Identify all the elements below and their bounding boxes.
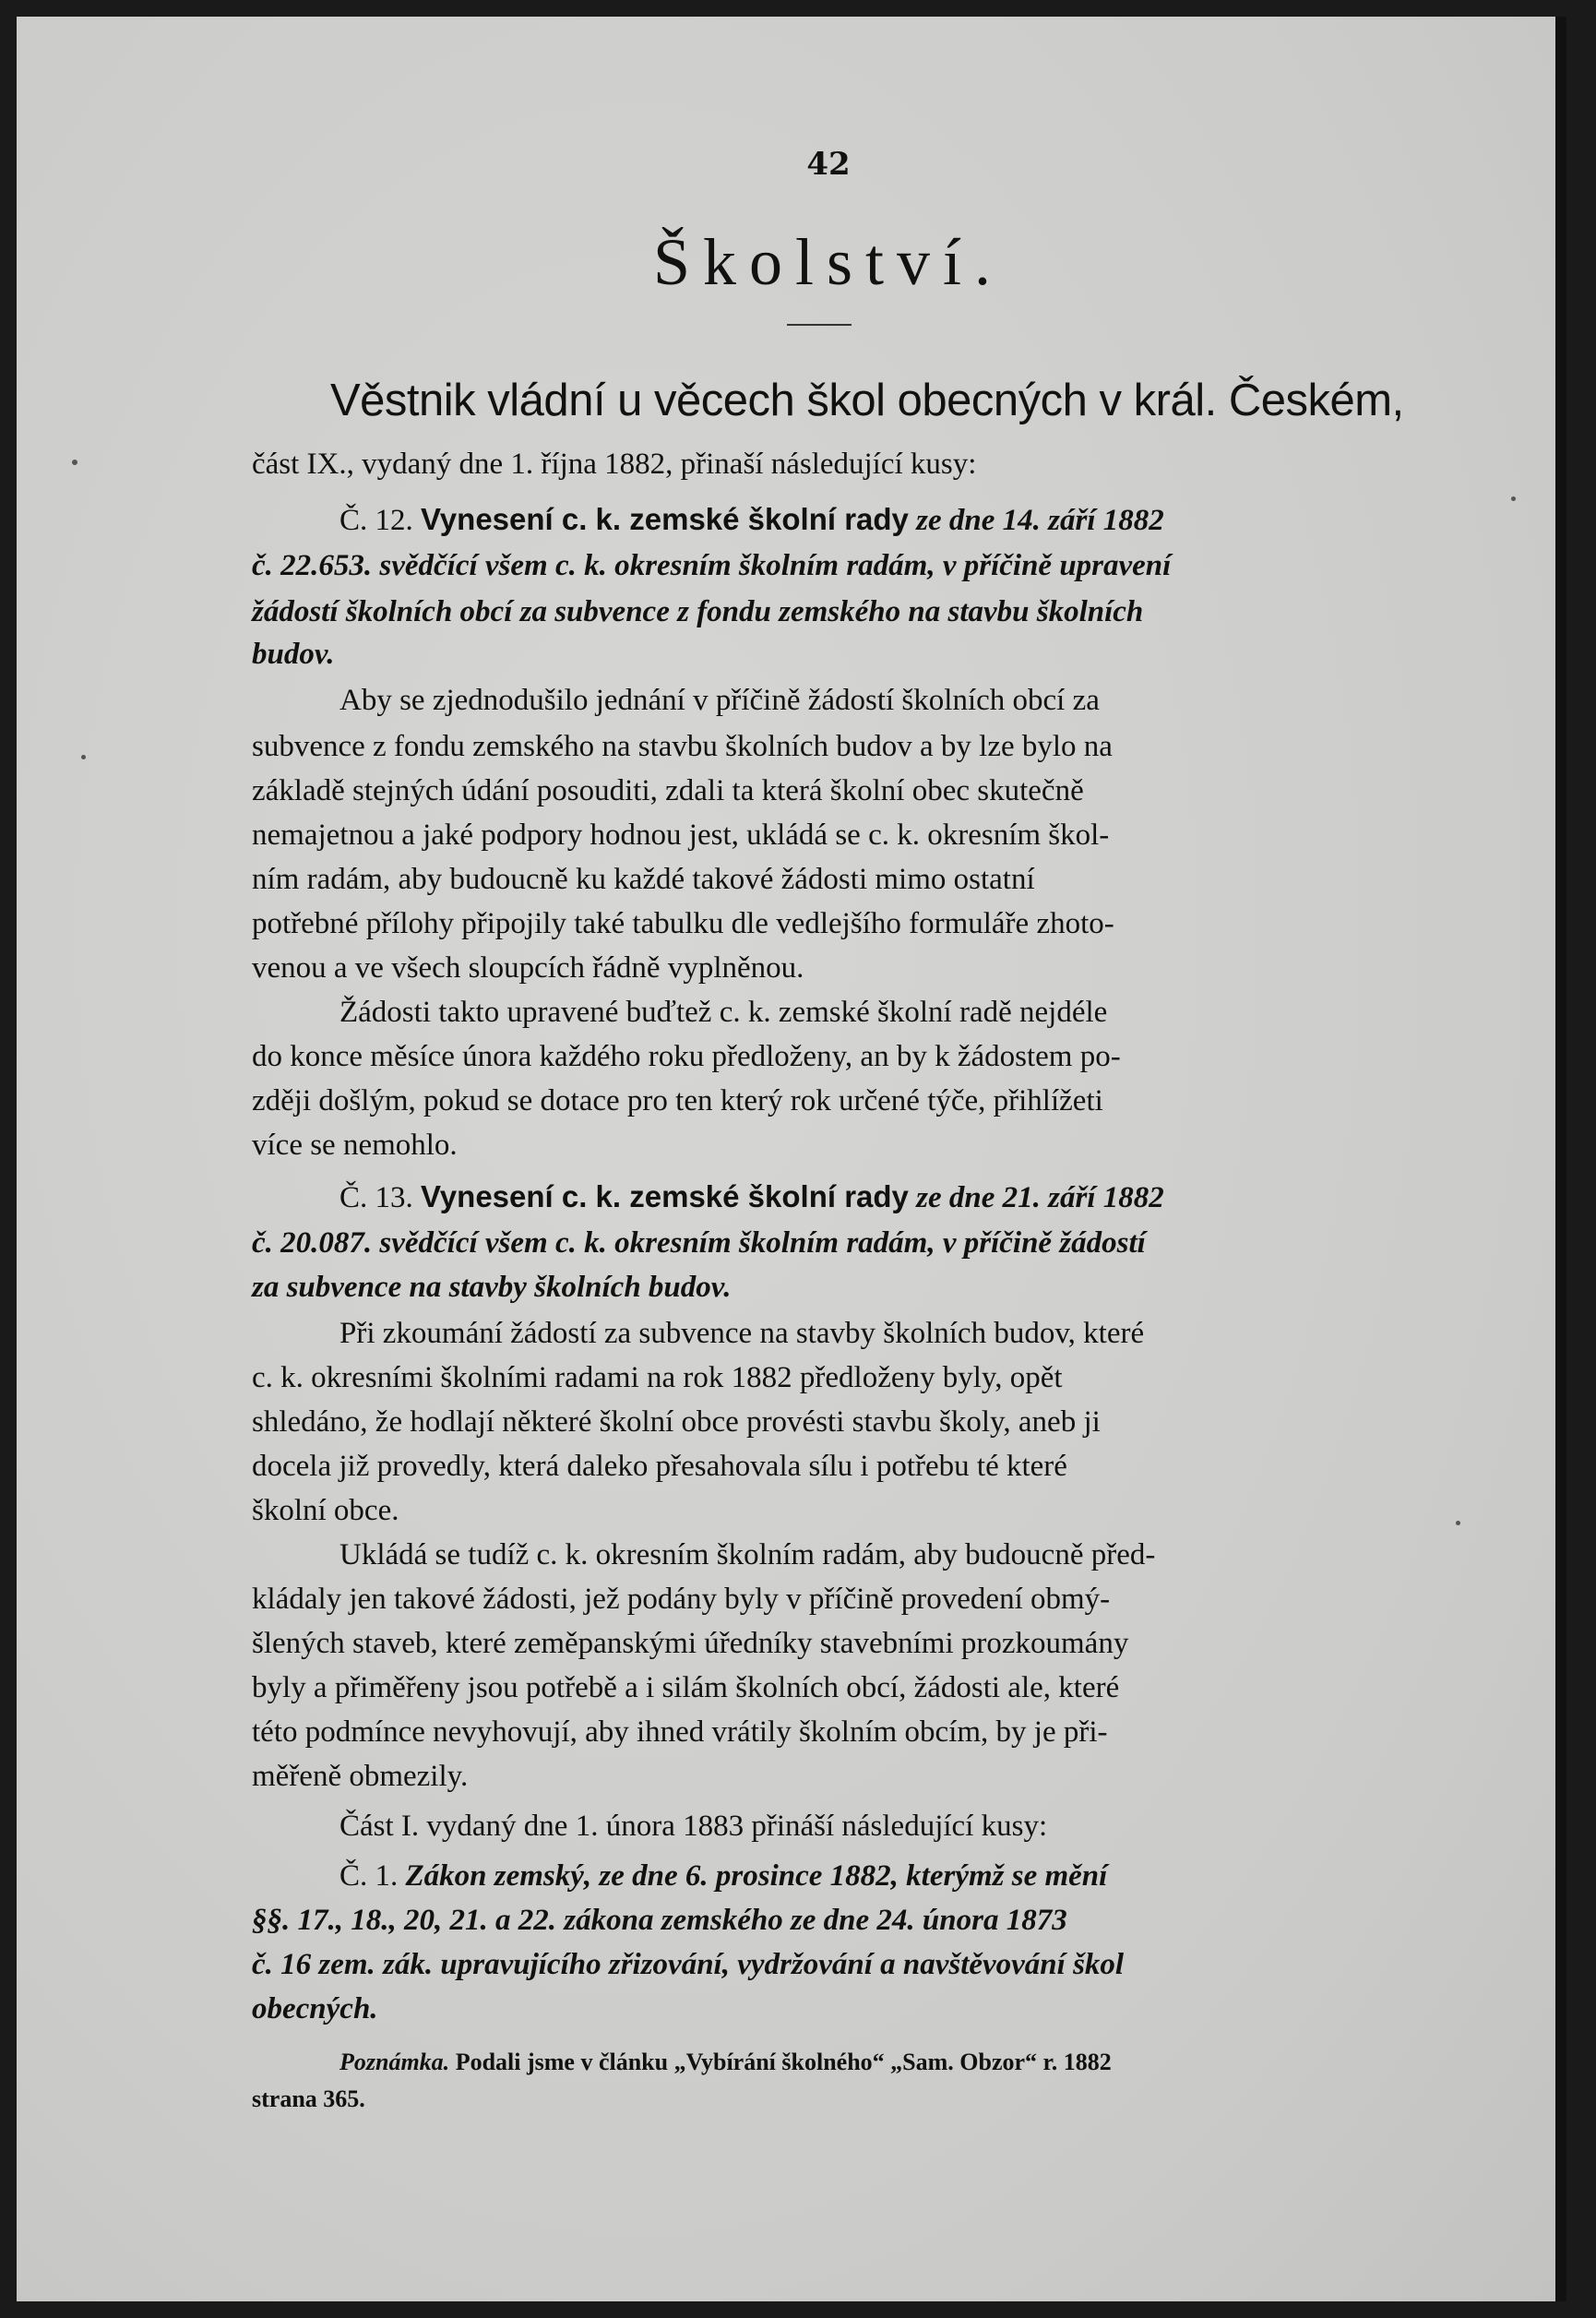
para3-line: Při zkoumání žádostí za subvence na stavby školních budov, které bbox=[339, 1317, 1145, 1350]
item-12-heading bbox=[339, 498, 1419, 542]
item-12-number: Č. 12. bbox=[339, 504, 413, 537]
item-12-type: Vynesení c. k. zemské školní rady bbox=[421, 502, 909, 536]
title-divider bbox=[787, 324, 852, 326]
item-1-title-l3: č. 16 zem. zák. upravujícího zřizování, vydržování a navštěvování škol bbox=[252, 1948, 1125, 1981]
footnote-label: Poznámka. bbox=[339, 2049, 450, 2075]
document-page bbox=[17, 17, 1566, 2301]
item-1-title-l1: Zákon zemský, ze dne 6. prosince 1882, kterýmž se mění bbox=[405, 1859, 1108, 1893]
item-12-title-l1: ze dne 14. září 1882 bbox=[916, 504, 1164, 537]
para2-line: více se nemohlo. bbox=[252, 1129, 458, 1162]
para3-line: c. k. okresními školními radami na rok 1882 předloženy byly, opět bbox=[252, 1361, 1063, 1394]
para2-line: do konce měsíce února každého roku předloženy, an by k žádostem po- bbox=[252, 1040, 1121, 1073]
para1-line: Aby se zjednodušilo jednání v příčině žádostí školních obcí za bbox=[339, 684, 1100, 717]
para4-line: měřeně obmezily. bbox=[252, 1760, 469, 1793]
binding-edge bbox=[1555, 17, 1566, 2301]
para3-line: docela již provedly, která daleko přesahovala sílu i potřebu té které bbox=[252, 1450, 1067, 1483]
footnote-text-l1: Podali jsme v článku „Vybírání školného“ „Sam. Obzor“ r. 1882 bbox=[455, 2049, 1112, 2075]
item-13-title-l2: č. 20.087. svědčící všem c. k. okresním školním radám, v příčině žádostí bbox=[252, 1226, 1146, 1260]
para4-line: Ukládá se tudíž c. k. okresním školním radám, aby budoucně před- bbox=[339, 1538, 1156, 1571]
para2-line: zději došlým, pokud se dotace pro ten který rok určené týče, přihlížeti bbox=[252, 1084, 1103, 1117]
item-13-number: Č. 13. bbox=[339, 1181, 413, 1214]
item-13-title-l3: za subvence na stavby školních budov. bbox=[252, 1271, 732, 1304]
para3-line: školní obce. bbox=[252, 1494, 399, 1527]
scan-speck bbox=[72, 460, 77, 465]
item-1-number: Č. 1. bbox=[339, 1859, 399, 1893]
para1-line: nemajetnou a jaké podpory hodnou jest, ukládá se c. k. okresním škol- bbox=[252, 818, 1110, 852]
para4-line: kládaly jen takové žádosti, jež podány byly v příčině provedení obmý- bbox=[252, 1583, 1111, 1616]
para2-line: Žádosti takto upravené buďtež c. k. zemské školní radě nejdéle bbox=[339, 996, 1108, 1029]
scan-speck bbox=[81, 755, 86, 759]
scan-speck bbox=[1511, 496, 1516, 501]
para1-line: potřebné přílohy připojily také tabulku dle vedlejšího formuláře zhoto- bbox=[252, 907, 1114, 940]
para1-line: základě stejných údání posouditi, zdali ta která školní obec skutečně bbox=[252, 774, 1084, 807]
item-1-title-l2: §§. 17., 18., 20, 21. a 22. zákona zemského ze dne 24. února 1873 bbox=[252, 1904, 1067, 1937]
page-number: 42 bbox=[806, 146, 851, 183]
section-title: Školství. bbox=[652, 225, 1005, 299]
item-12-title-l3: žádostí školních obcí za subvence z fondu zemského na stavbu školních bbox=[252, 595, 1144, 628]
item-13-title-l1: ze dne 21. září 1882 bbox=[916, 1181, 1164, 1214]
para4-line: byly a přiměřeny jsou potřebě a i silám školních obcí, žádosti ale, které bbox=[252, 1671, 1120, 1704]
para1-line: subvence z fondu zemského na stavbu školních budov a by lze bylo na bbox=[252, 730, 1113, 763]
item-12-title-l4: budov. bbox=[252, 638, 335, 671]
para1-line: venou a ve všech sloupcích řádně vyplněnou. bbox=[252, 951, 804, 985]
scan-speck bbox=[1456, 1521, 1460, 1525]
intro-line: část IX., vydaný dne 1. října 1882, přinaší následující kusy: bbox=[252, 448, 977, 481]
bulletin-headline: Věstnik vládní u věcech škol obecných v král. Českém, bbox=[330, 376, 1404, 425]
para3-line: shledáno, že hodlají některé školní obce provésti stavbu školy, aneb ji bbox=[252, 1405, 1101, 1439]
item-13-type: Vynesení c. k. zemské školní rady bbox=[421, 1179, 909, 1213]
intro2-line: Část I. vydaný dne 1. února 1883 přináší následující kusy: bbox=[339, 1810, 1048, 1843]
item-1-title-l4: obecných. bbox=[252, 1992, 378, 2025]
para1-line: ním radám, aby budoucně ku každé takové žádosti mimo ostatní bbox=[252, 863, 1035, 896]
footnote-text-l2: strana 365. bbox=[252, 2085, 365, 2112]
item-1-heading bbox=[339, 1855, 1419, 1897]
para4-line: této podmínce nevyhovují, aby ihned vrátily školním obcím, by je při- bbox=[252, 1715, 1108, 1749]
item-12-title-l2: č. 22.653. svědčící všem c. k. okresním školním radám, v příčině upravení bbox=[252, 549, 1172, 582]
item-13-heading bbox=[339, 1176, 1419, 1219]
para4-line: šlených staveb, které zeměpanskými úředníky stavebními prozkoumány bbox=[252, 1627, 1129, 1660]
